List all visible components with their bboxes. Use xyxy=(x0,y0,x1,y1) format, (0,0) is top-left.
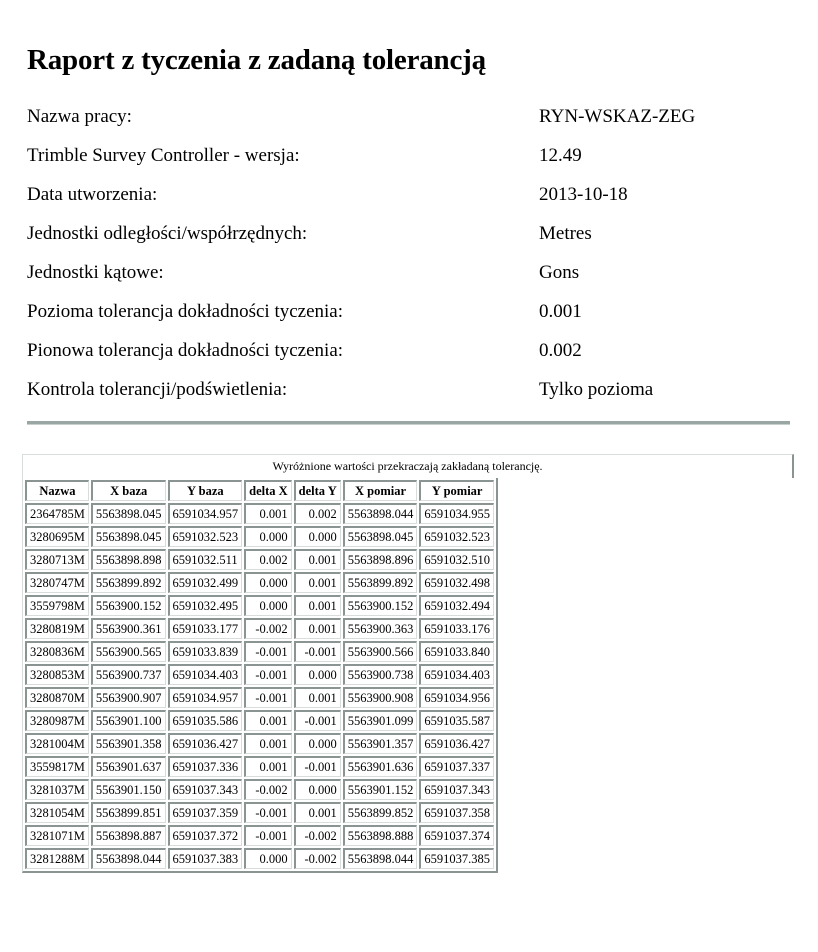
meta-value: Gons xyxy=(539,262,580,283)
cell-x-measured: 5563901.152 xyxy=(343,779,418,800)
table-body xyxy=(25,503,494,869)
cell-delta-y: 0.000 xyxy=(294,526,341,547)
cell-y-measured: 6591032.494 xyxy=(419,595,494,616)
cell-delta-x: 0.001 xyxy=(244,503,292,524)
cell-delta-y: 0.001 xyxy=(294,687,341,708)
cell-y-measured: 6591033.840 xyxy=(419,641,494,662)
cell-name: 3280853M xyxy=(25,664,89,685)
table-row xyxy=(25,618,494,639)
cell-delta-y: 0.001 xyxy=(294,618,341,639)
meta-value: 0.002 xyxy=(539,340,582,361)
cell-delta-y: 0.001 xyxy=(294,572,341,593)
cell-x-base: 5563900.565 xyxy=(91,641,166,662)
cell-x-measured: 5563899.892 xyxy=(343,572,418,593)
cell-y-base: 6591032.495 xyxy=(168,595,243,616)
table-row xyxy=(25,572,494,593)
cell-delta-y: 0.000 xyxy=(294,664,341,685)
cell-y-measured: 6591032.498 xyxy=(419,572,494,593)
cell-name: 3280870M xyxy=(25,687,89,708)
cell-y-measured: 6591037.374 xyxy=(419,825,494,846)
cell-delta-x: 0.001 xyxy=(244,756,292,777)
table-row xyxy=(25,595,494,616)
cell-name: 3280747M xyxy=(25,572,89,593)
cell-x-base: 5563900.737 xyxy=(91,664,166,685)
meta-row-job-name xyxy=(27,106,797,145)
cell-x-base: 5563901.358 xyxy=(91,733,166,754)
cell-x-measured: 5563898.045 xyxy=(343,526,418,547)
table-row xyxy=(25,779,494,800)
horizontal-divider xyxy=(27,421,790,425)
cell-y-base: 6591033.839 xyxy=(168,641,243,662)
cell-x-base: 5563900.361 xyxy=(91,618,166,639)
table-row xyxy=(25,733,494,754)
cell-name: 3280987M xyxy=(25,710,89,731)
cell-y-measured: 6591037.385 xyxy=(419,848,494,869)
column-header-name: Nazwa xyxy=(25,480,89,501)
cell-name: 2364785M xyxy=(25,503,89,524)
cell-y-measured: 6591037.343 xyxy=(419,779,494,800)
cell-delta-y: 0.000 xyxy=(294,779,341,800)
cell-x-measured: 5563900.566 xyxy=(343,641,418,662)
cell-x-base: 5563901.100 xyxy=(91,710,166,731)
table-row xyxy=(25,526,494,547)
cell-delta-x: 0.001 xyxy=(244,733,292,754)
meta-value: 2013-10-18 xyxy=(539,184,628,205)
cell-y-measured: 6591034.403 xyxy=(419,664,494,685)
cell-delta-y: 0.001 xyxy=(294,549,341,570)
cell-y-base: 6591032.511 xyxy=(168,549,243,570)
cell-delta-x: 0.000 xyxy=(244,595,292,616)
cell-x-measured: 5563898.044 xyxy=(343,503,418,524)
table-row xyxy=(25,802,494,823)
cell-name: 3281037M xyxy=(25,779,89,800)
cell-y-base: 6591033.177 xyxy=(168,618,243,639)
meta-value: 0.001 xyxy=(539,301,582,322)
cell-x-measured: 5563898.896 xyxy=(343,549,418,570)
cell-y-base: 6591032.499 xyxy=(168,572,243,593)
cell-y-base: 6591034.957 xyxy=(168,503,243,524)
cell-y-base: 6591037.336 xyxy=(168,756,243,777)
meta-value: RYN-WSKAZ-ZEG xyxy=(539,106,696,127)
cell-x-measured: 5563900.363 xyxy=(343,618,418,639)
cell-delta-y: -0.001 xyxy=(294,756,341,777)
cell-y-measured: 6591034.956 xyxy=(419,687,494,708)
cell-delta-x: -0.001 xyxy=(244,802,292,823)
meta-row-tolerance-control xyxy=(27,379,797,418)
cell-y-base: 6591037.343 xyxy=(168,779,243,800)
cell-y-base: 6591037.372 xyxy=(168,825,243,846)
meta-row-horizontal-tolerance xyxy=(27,301,797,340)
cell-delta-x: -0.001 xyxy=(244,664,292,685)
cell-name: 3280836M xyxy=(25,641,89,662)
cell-y-base: 6591035.586 xyxy=(168,710,243,731)
stakeout-table xyxy=(22,478,498,873)
column-header-x-base: X baza xyxy=(91,480,166,501)
cell-y-base: 6591034.957 xyxy=(168,687,243,708)
cell-x-base: 5563898.887 xyxy=(91,825,166,846)
cell-name: 3280695M xyxy=(25,526,89,547)
cell-x-measured: 5563901.636 xyxy=(343,756,418,777)
cell-y-measured: 6591032.510 xyxy=(419,549,494,570)
cell-delta-x: 0.000 xyxy=(244,572,292,593)
cell-x-measured: 5563898.888 xyxy=(343,825,418,846)
cell-delta-x: -0.002 xyxy=(244,779,292,800)
cell-y-base: 6591037.359 xyxy=(168,802,243,823)
cell-x-measured: 5563900.908 xyxy=(343,687,418,708)
cell-x-base: 5563899.892 xyxy=(91,572,166,593)
cell-y-measured: 6591032.523 xyxy=(419,526,494,547)
cell-x-measured: 5563899.852 xyxy=(343,802,418,823)
cell-x-base: 5563900.152 xyxy=(91,595,166,616)
meta-label: Pozioma tolerancja dokładności tyczenia: xyxy=(27,301,344,322)
cell-y-measured: 6591037.358 xyxy=(419,802,494,823)
cell-delta-x: -0.001 xyxy=(244,825,292,846)
cell-x-base: 5563901.150 xyxy=(91,779,166,800)
cell-y-base: 6591034.403 xyxy=(168,664,243,685)
column-header-y-measured: Y pomiar xyxy=(419,480,494,501)
cell-y-measured: 6591036.427 xyxy=(419,733,494,754)
meta-row-created-date xyxy=(27,184,797,223)
cell-x-measured: 5563901.099 xyxy=(343,710,418,731)
cell-delta-y: 0.001 xyxy=(294,802,341,823)
cell-delta-y: -0.001 xyxy=(294,641,341,662)
table-caption: Wyróżnione wartości przekraczają zakładaną tolerancję. xyxy=(22,454,794,478)
cell-name: 3280819M xyxy=(25,618,89,639)
meta-label: Jednostki kątowe: xyxy=(27,262,164,283)
cell-delta-y: 0.002 xyxy=(294,503,341,524)
cell-x-measured: 5563900.152 xyxy=(343,595,418,616)
meta-label: Nazwa pracy: xyxy=(27,106,132,127)
cell-name: 3280713M xyxy=(25,549,89,570)
meta-row-software-version xyxy=(27,145,797,184)
table-row xyxy=(25,503,494,524)
cell-delta-y: 0.001 xyxy=(294,595,341,616)
meta-label: Data utworzenia: xyxy=(27,184,158,205)
cell-y-base: 6591037.383 xyxy=(168,848,243,869)
meta-value: 12.49 xyxy=(539,145,582,166)
cell-name: 3281288M xyxy=(25,848,89,869)
cell-delta-x: -0.001 xyxy=(244,641,292,662)
cell-name: 3559817M xyxy=(25,756,89,777)
meta-value: Tylko pozioma xyxy=(539,379,654,400)
table-row xyxy=(25,825,494,846)
cell-x-measured: 5563898.044 xyxy=(343,848,418,869)
cell-delta-y: -0.002 xyxy=(294,825,341,846)
cell-delta-x: 0.002 xyxy=(244,549,292,570)
cell-y-measured: 6591033.176 xyxy=(419,618,494,639)
cell-x-base: 5563901.637 xyxy=(91,756,166,777)
report-title: Raport z tyczenia z zadaną tolerancją xyxy=(27,44,486,76)
report-metadata xyxy=(27,106,797,418)
table-header-row xyxy=(25,480,494,501)
column-header-delta-y: delta Y xyxy=(294,480,341,501)
table-row xyxy=(25,710,494,731)
cell-x-base: 5563898.898 xyxy=(91,549,166,570)
meta-row-angle-units xyxy=(27,262,797,301)
cell-x-base: 5563900.907 xyxy=(91,687,166,708)
cell-delta-y: -0.002 xyxy=(294,848,341,869)
cell-name: 3281004M xyxy=(25,733,89,754)
cell-y-base: 6591032.523 xyxy=(168,526,243,547)
column-header-x-measured: X pomiar xyxy=(343,480,418,501)
table-row xyxy=(25,549,494,570)
meta-row-vertical-tolerance xyxy=(27,340,797,379)
cell-delta-y: -0.001 xyxy=(294,710,341,731)
cell-y-measured: 6591035.587 xyxy=(419,710,494,731)
meta-label: Trimble Survey Controller - wersja: xyxy=(27,145,300,166)
cell-name: 3281071M xyxy=(25,825,89,846)
cell-delta-y: 0.000 xyxy=(294,733,341,754)
column-header-delta-x: delta X xyxy=(244,480,292,501)
cell-y-measured: 6591037.337 xyxy=(419,756,494,777)
meta-row-distance-units xyxy=(27,223,797,262)
table-row xyxy=(25,641,494,662)
column-header-y-base: Y baza xyxy=(168,480,243,501)
cell-delta-x: -0.001 xyxy=(244,687,292,708)
cell-name: 3559798M xyxy=(25,595,89,616)
meta-label: Kontrola tolerancji/podświetlenia: xyxy=(27,379,288,400)
table-row xyxy=(25,664,494,685)
table-row xyxy=(25,687,494,708)
cell-y-base: 6591036.427 xyxy=(168,733,243,754)
cell-x-measured: 5563901.357 xyxy=(343,733,418,754)
cell-x-base: 5563898.044 xyxy=(91,848,166,869)
table-row xyxy=(25,756,494,777)
cell-delta-x: -0.002 xyxy=(244,618,292,639)
cell-delta-x: 0.001 xyxy=(244,710,292,731)
meta-label: Jednostki odległości/współrzędnych: xyxy=(27,223,308,244)
meta-label: Pionowa tolerancja dokładności tyczenia: xyxy=(27,340,344,361)
cell-y-measured: 6591034.955 xyxy=(419,503,494,524)
cell-x-base: 5563899.851 xyxy=(91,802,166,823)
cell-x-base: 5563898.045 xyxy=(91,526,166,547)
cell-x-base: 5563898.045 xyxy=(91,503,166,524)
table-row xyxy=(25,848,494,869)
cell-delta-x: 0.000 xyxy=(244,848,292,869)
cell-name: 3281054M xyxy=(25,802,89,823)
meta-value: Metres xyxy=(539,223,592,244)
cell-x-measured: 5563900.738 xyxy=(343,664,418,685)
cell-delta-x: 0.000 xyxy=(244,526,292,547)
